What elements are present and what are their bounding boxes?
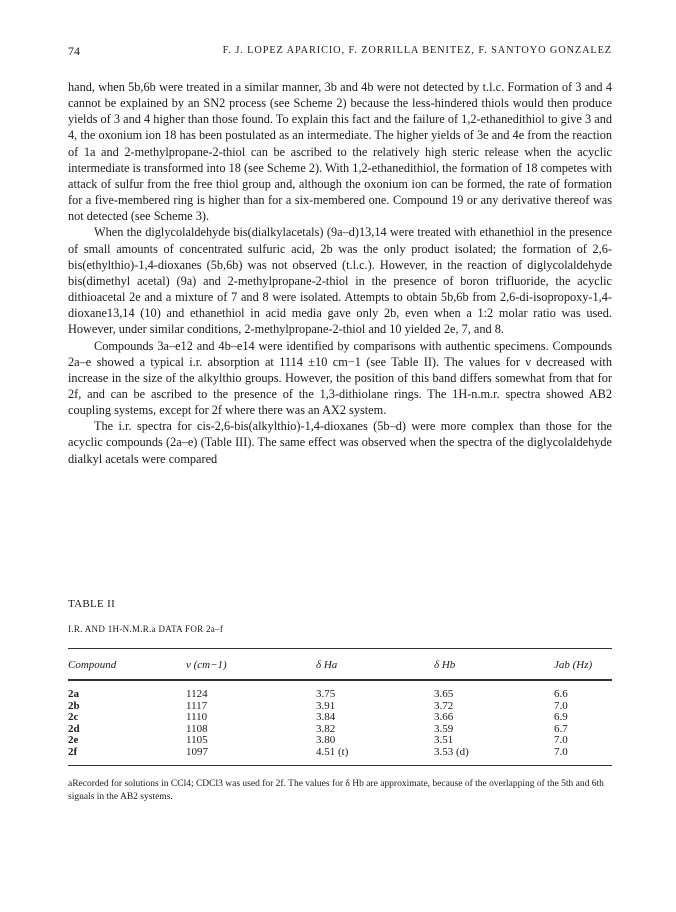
table-cell: 2f — [68, 747, 186, 765]
table-cell: 3.65 — [434, 688, 454, 700]
table-cell: 1117 — [186, 699, 208, 712]
table-cell: 2e — [68, 734, 79, 747]
table-footnote: aRecorded for solutions in CCl4; CDCl3 was used for 2f. The values for δ Hb are approximate, because of the overlapping of the 5th and 6th signals in the AB2 systems. — [68, 779, 604, 802]
paragraph: When the diglycolaldehyde bis(dialkylacetals) (9a–d)13,14 were treated with ethanethiol in the presence of small amounts of concentrated sulfuric acid, 2b was the only product isolated; the formation of 2,6-bis(ethylthio)-1,4-dioxanes (5b,6b) was not observed (t.l.c.). However, in the reaction of diglycolaldehyde bis(dimethyl acetal) (9a) and 2-methylpropane-2-thiol in the presence of boron trifluoride, the acyclic dithioacetal 2e and a mixture of 7 and 8 were isolated. Attempts to obtain 5b,6b from 2,6-di-isopropoxy-1,4-dioxane13,14 (10) and ethanethiol in acid media gave only 2b, even when a 1:2 molar ratio was used. However, under similar conditions, 2-methylpropane-2-thiol and 10 yielded 2e, 7, and 8. — [68, 225, 612, 337]
page-header — [68, 44, 612, 60]
column-header: Jab (Hz) — [554, 649, 612, 681]
table-row — [68, 680, 612, 701]
table-cell: 7.0 — [554, 734, 568, 747]
table-cell: 2a — [68, 688, 79, 700]
table-row — [68, 724, 612, 736]
data-table — [68, 648, 612, 766]
table-cell: 6.6 — [554, 688, 568, 700]
table-cell: 3.59 — [434, 722, 454, 735]
table-cell: 3.80 — [316, 734, 336, 747]
table-cell: 3.72 — [434, 699, 454, 712]
table-cell: 1105 — [186, 734, 208, 747]
table-cell: 3.51 — [434, 734, 454, 747]
table-cell: 3.84 — [316, 711, 336, 724]
table-caption: I.R. AND 1H-N.M.R.a DATA FOR 2a–f — [68, 624, 224, 634]
table-row — [68, 712, 612, 724]
table-cell: 2c — [68, 711, 79, 724]
paragraph: Compounds 3a–e12 and 4b–e14 were identified by comparisons with authentic specimens. Compounds 2a–e showed a typical i.r. absorption at 1114 ±10 cm−1 (see Table II). The values for ν decreased with increase in the size of the alkylthio groups. However, the position of this band differs somewhat from that for 2f, and can be ascribed to the presence of the 1,3-dithiolane rings. The 1H-n.m.r. spectra showed AB2 coupling systems, except for 2f where there was an AX2 system. — [68, 338, 612, 418]
table-cell: 1124 — [186, 688, 208, 700]
table-cell: 1108 — [186, 722, 208, 735]
running-head: F. J. LOPEZ APARICIO, F. ZORRILLA BENITEZ, F. SANTOYO GONZALEZ — [222, 45, 612, 56]
column-header: ν (cm−1) — [186, 649, 316, 681]
table-cell: 7.0 — [554, 747, 612, 765]
table-cell: 6.9 — [554, 711, 568, 724]
column-header: Compound — [68, 649, 186, 681]
table-cell: 3.91 — [316, 699, 336, 712]
page-number: 74 — [68, 44, 80, 58]
table-header-row — [68, 649, 612, 681]
table-cell: 6.7 — [554, 722, 568, 735]
table-cell: 2b — [68, 699, 80, 712]
column-header: δ Hb — [434, 649, 554, 681]
table-row — [68, 747, 612, 765]
table-cell: 2d — [68, 722, 80, 735]
table-cell: 3.53 (d) — [434, 747, 554, 765]
table-cell: 1110 — [186, 711, 208, 724]
table-row — [68, 701, 612, 713]
table-cell: 3.82 — [316, 722, 336, 735]
body-text — [68, 79, 612, 467]
table-cell: 7.0 — [554, 699, 568, 712]
table-cell: 1097 — [186, 747, 316, 765]
table-title: TABLE II — [68, 598, 116, 610]
table-cell: 3.75 — [316, 688, 336, 700]
column-header: δ Ha — [316, 649, 434, 681]
paragraph: The i.r. spectra for cis-2,6-bis(alkylthio)-1,4-dioxanes (5b–d) were more complex than those for the acyclic compounds (2a–e) (Table III). The same effect was observed when the spectra of the diglycolaldehyde dialkyl acetals were compared — [68, 419, 612, 466]
table-cell: 3.66 — [434, 711, 454, 724]
table-cell: 4.51 (t) — [316, 747, 434, 765]
paragraph: hand, when 5b,6b were treated in a similar manner, 3b and 4b were not detected by t.l.c. Formation of 3 and 4 cannot be explained by an SN2 process (see Scheme 2) because the less-hindered thiols would then produce yields of 3 and 4 higher than those found. To explain this fact and the failure of 1,2-ethanedithiol to give 3 and 4, the oxonium ion 18 has been postulated as an intermediate. The higher yields of 3e and 4e from the reaction of 1a and 2-methylpropane-2-thiol can be ascribed to the relatively high steric release when the acyclic intermediate is transformed into 18 (see Scheme 2). With 1,2-ethanedithiol, the formation of 18 competes with attack of sulfur from the free thiol group and, although the oxonium ion can be formed, the rate of formation for a five-membered ring is higher than for a six-membered one. Compound 19 or any derivative thereof was not detected (see Scheme 3). — [68, 80, 612, 224]
